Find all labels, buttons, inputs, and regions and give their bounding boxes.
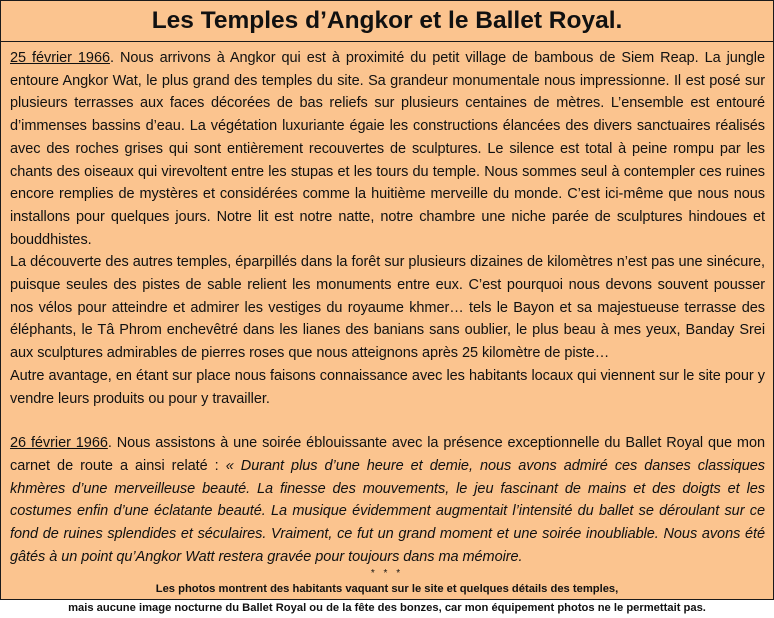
entry1-paragraph1-text: . Nous arrivons à Angkor qui est à proximité du petit village de bambous de Siem Reap. La jungle entoure Angkor Wat, le plus grand des temples du site. Sa grandeur monumentale nous impressionne. Il est posé sur plusieurs terrasses aux faces décorées de bas reliefs sur plusieurs centaines de mètres. L’ensemble est entouré d’immenses bassins d’eau. La végétation luxuriante égaie les constructions élancées des divers sanctuaires réalisés avec des roches grises qui sont entièrement recouvertes de sculptures. Le silence est total à peine rompu par les chants des oiseaux qui virevoltent entre les stupas et les tours du temple. Nous sommes seul à contempler ces ruines encore remplies de mystères et considérées comme la huitième merveille du monde. C’est ici-même que nous nous installons pour quelques jours. Notre lit est notre natte, notre chambre une niche parée de sculptures hindoues et bouddhistes. xyxy=(10,50,765,248)
entry1-paragraph3: Autre avantage, en étant sur place nous faisons connaissance avec les habitants locaux qui viennent sur le site pour y vendre leurs produits ou pour y travailler. xyxy=(10,367,765,407)
entry2-intro: . Nous assistons à une soirée éblouissante avec la présence exceptionnelle du Ballet Royal que mon carnet de route a ainsi relaté : xyxy=(10,435,765,474)
entry1-date: 25 février 1966 xyxy=(10,50,110,66)
page-title: Les Temples d’Angkor et le Ballet Royal. xyxy=(151,7,623,34)
entry1-paragraph2: La découverte des autres temples, éparpillés dans la forêt sur plusieurs dizaines de kilomètres n’est pas une sinécure, puisque seules des pistes de sable relient les monuments entre eux. C’est pourquoi nous devons souvent pousser nos vélos pour atteindre et admirer les vestiges du royaume khmer… tels le Bayon et sa majestueuse terrasse des éléphants, le Tâ Phrom enchevêtré dans les lianes des banians sans oublier, le plus beau à mes yeux, Banday Srei aux sculptures admirables de pierres roses que nous atteignons après 25 kilomètre de piste… xyxy=(10,254,765,362)
entry1-paragraph1 xyxy=(10,47,765,251)
section-separator: * * * xyxy=(370,568,404,580)
photo-caption-line-2: mais aucune image nocturne du Ballet Royal ou de la fête des bonzes, car mon équipement photos ne le permettait pas. xyxy=(68,602,706,615)
entry2-date: 26 février 1966 xyxy=(10,435,108,452)
entry2-quote: « Durant plus d’une heure et demie, nous avons admiré ces danses classiques khmères d’une merveilleuse beauté. La finesse des mouvements, le jeu fascinant de mains et des doigts et les costumes enfin d’une éclatante beauté. La musique évidemment augmentait l’intensité du ballet se déroulant sur ce fond de ruines splendides et séculaires. Vraiment, ce fut un grand moment et une soirée inoubliable. Nous avons été gâtés à un point qu’Angkor Watt restera gravée pour toujours dans ma mémoire. xyxy=(10,457,766,565)
photo-caption-line-1: Les photos montrent des habitants vaquant sur le site et quelques détails des temples, xyxy=(155,583,619,596)
document-body xyxy=(1,42,773,568)
entry-spacer xyxy=(10,410,765,432)
entry2-paragraph xyxy=(10,432,765,568)
